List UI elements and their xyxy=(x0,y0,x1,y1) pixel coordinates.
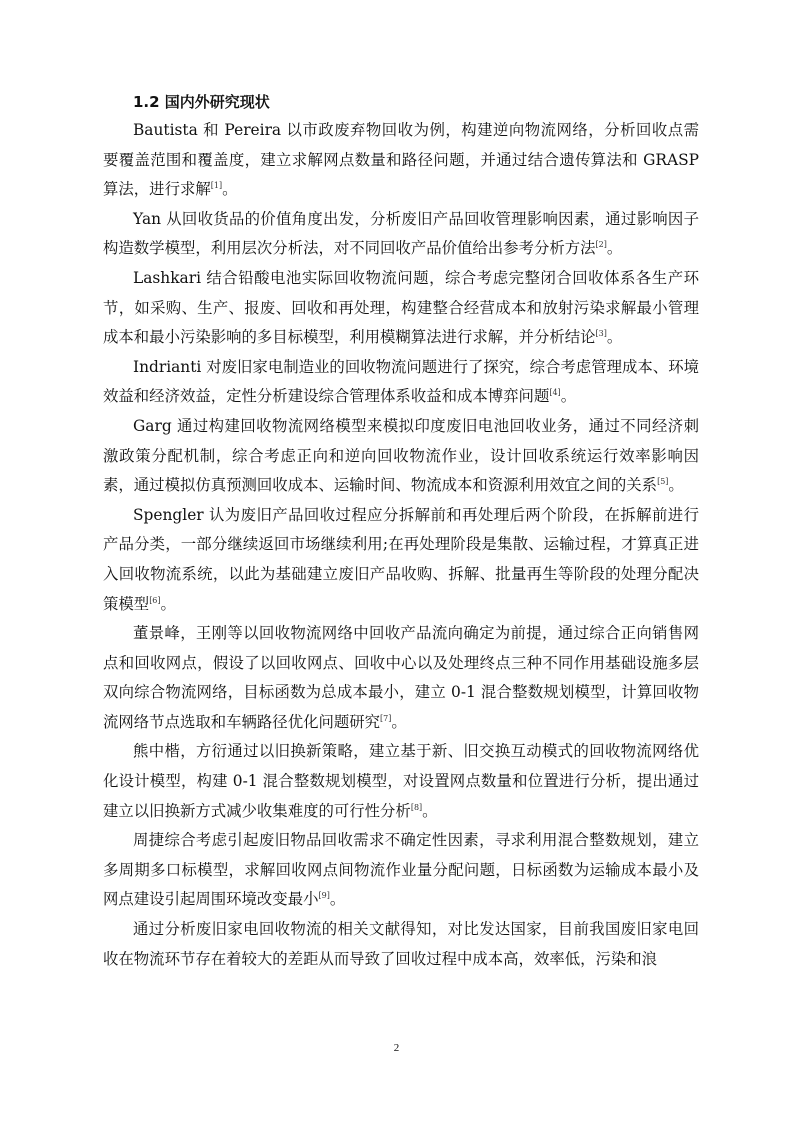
paragraph-text: 熊中楷，方衍通过以旧换新策略，建立基于新、旧交换互动模式的回收物流网络优化设计模型，构建 0-1 混合整数规划模型，对设置网点数量和位置进行分析，提出通过建立以旧换新方式减少收集难度的可行性分析 xyxy=(103,742,699,820)
paragraph-summary xyxy=(103,915,699,974)
paragraph-spengler xyxy=(103,501,699,619)
paragraph-tail: 。 xyxy=(222,180,238,199)
paragraph-text: Garg 通过构建回收物流网络模型来模拟印度废旧电池回收业务，通过不同经济刺激政策分配机制，综合考虑正向和逆向回收物流作业，设计回收系统运行效率影响因素，通过模拟仿真预测回收成本、运输时间、物流成本和资源利用效宜之间的关系 xyxy=(103,416,699,495)
citation-1: [1] xyxy=(210,181,223,191)
paragraph-text: 周捷综合考虑引起废旧物品回收需求不确定性因素，寻求利用混合整数规划，建立多周期多口标模型，求解回收网点间物流作业量分配问题，日标函数为运输成本最小及网点建设引起周围环境改变最小 xyxy=(103,831,699,909)
paragraph-text: Yan 从回收货品的价值角度出发，分析废旧产品回收管理影响因素，通过影响因子构造数学模型，利用层次分析法，对不同回收产品价值给出参考分析方法 xyxy=(103,209,699,258)
citation-9: [9] xyxy=(318,891,330,901)
paragraph-tail: 。 xyxy=(422,801,438,820)
citation-3: [3] xyxy=(595,329,607,339)
paragraph-tail: 。 xyxy=(606,239,623,258)
paragraph-text: 董景峰，王刚等以回收物流网络中回收产品流向确定为前提，通过综合正向销售网点和回收网点，假设了以回收网点、回收中心以及处理终点三种不同作用基础设施多层双向综合物流网络，目标函数为总成本最小，建立 0-1 混合整数规划模型，计算回收物流网络节点选取和车辆路径优化问题研究 xyxy=(103,624,699,731)
paragraph-text: Bautista 和 Pereira 以市政废弃物回收为例，构建逆向物流网络，分析回收点需要覆盖范围和覆盖度，建立求解网点数量和路径问题，并通过结合遗传算法和 GRASP 算法，进行求解 xyxy=(103,121,699,199)
paragraph-text: 通过分析废旧家电回收物流的相关文献得知，对比发达国家，目前我国废旧家电回收在物流环节存在着较大的差距从而导致了回收过程中成本高，效率低，污染和浪 xyxy=(103,920,699,968)
paragraph-yan xyxy=(103,205,699,264)
paragraph-tail: 。 xyxy=(560,387,577,406)
paragraph-text: Lashkari 结合铅酸电池实际回收物流问题，综合考虑完整闭合回收体系各生产环节，如采购、生产、报废、回收和再处理，构建整合经营成本和放射污染求解最小管理成本和最小污染影响的多目标模型，利用模糊算法进行求解，并分析结论 xyxy=(103,268,699,347)
page-number: 2 xyxy=(393,1042,400,1054)
paragraph-tail: 。 xyxy=(606,328,623,347)
paragraph-tail: 。 xyxy=(160,594,176,613)
paragraph-indrianti xyxy=(103,353,699,412)
paragraph-garg xyxy=(103,412,699,501)
paragraph-tail: 。 xyxy=(329,890,346,909)
citation-4: [4] xyxy=(549,388,561,398)
paragraph-bautista xyxy=(103,116,699,205)
paragraph-tail: 。 xyxy=(668,476,684,495)
paragraph-lashkari xyxy=(103,264,699,353)
paragraph-text: Spengler 认为废旧产品回收过程应分拆解前和再处理后两个阶段，在拆解前进行产品分类，一部分继续返回市场继续利用;在再处理阶段是集散、运输过程，才算真正进入回收物流系统，以此为基础建立废旧产品收购、拆解、批量再生等阶段的处理分配决策模型 xyxy=(103,505,699,613)
citation-6: [6] xyxy=(149,595,161,605)
paragraph-dong xyxy=(103,619,699,737)
paragraph-text: Indrianti 对废旧家电制造业的回收物流问题进行了探究，综合考虑管理成本、环境效益和经济效益，定性分析建设综合管理体系收益和成本博弈问题 xyxy=(103,357,699,406)
section-heading: 1.2 国内外研究现状 xyxy=(133,93,270,111)
paragraph-zhou xyxy=(103,826,699,915)
paragraph-xiong xyxy=(103,737,699,826)
citation-7: [7] xyxy=(380,713,392,723)
citation-8: [8] xyxy=(410,802,423,812)
page-content xyxy=(103,92,699,974)
citation-5: [5] xyxy=(657,477,669,486)
paragraph-tail: 。 xyxy=(391,712,407,731)
citation-2: [2] xyxy=(595,240,607,250)
